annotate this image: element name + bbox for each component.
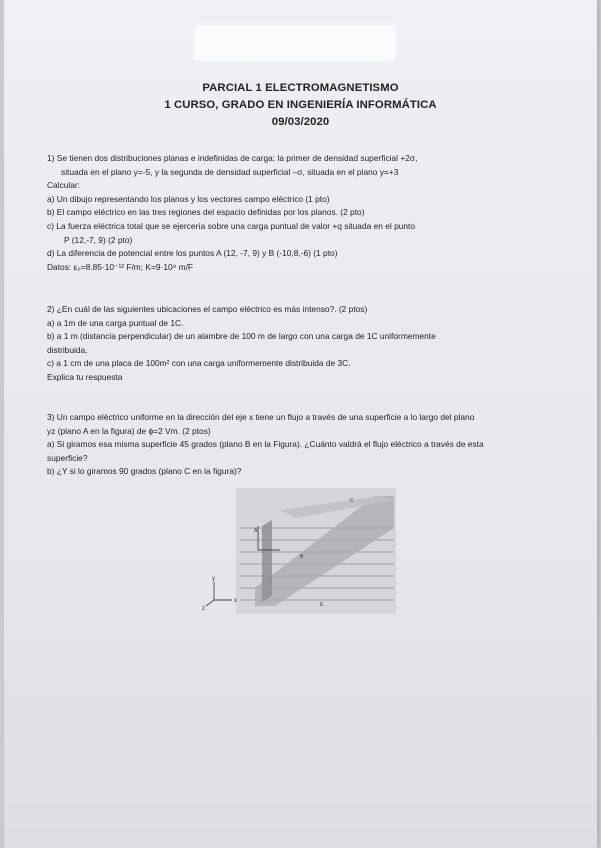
plane-b-label: B: [300, 554, 304, 560]
q3-statement: 3) Un campo eléctrico uniforme en la dirección del eje x tiene un flujo a través de una superficie a lo largo del plano: [47, 412, 475, 422]
q1-part-a: a) Un dibujo representando los planos y los vectores campo eléctrico (1 pto): [47, 193, 330, 204]
q1-statement: 1) Se tienen dos distribuciones planas e indefinidas de carga: la primer de densidad superficial +2σ,: [47, 153, 418, 163]
exam-date: 09/03/2020: [271, 116, 330, 128]
question-3: [47, 411, 559, 479]
q1-datos: Datos: ε₀=8.85·10⁻¹² F/m; K=9·10⁹ m/F: [47, 261, 194, 272]
plane-a-label: A: [254, 528, 258, 534]
q1-calc: Calcular:: [47, 180, 81, 191]
exam-course: 1 CURSO, GRADO EN INGENIERÍA INFORMÁTICA: [164, 99, 437, 111]
q2-explain: Explica tu respuesta: [47, 371, 123, 382]
exam-header: [0, 80, 601, 131]
q1-part-d: d) La diferencia de potencial entre los puntos A (12, -7, 9) y B (-10,8,-6) (1 pto): [47, 248, 338, 259]
question-2: [47, 303, 559, 385]
q2-option-b: b) a 1 m (distancia perpendicular) de un alambre de 100 m de largo con una carga de 1C uniformemente: [47, 331, 436, 342]
plane-c-label: C: [350, 498, 354, 504]
q1-statement-cont: situada en el plano y=-5, y la segunda de densidad superficial –σ, situada en el plano y=+3: [61, 166, 399, 177]
q1-part-b: b) El campo eléctrico en las tres regiones del espacio definidas por los planos. (2 pto): [47, 207, 365, 218]
q3-statement-cont: yz (plano A en la figura) de ϕ=2 Vm. (2 ptos): [47, 425, 211, 436]
q2-statement: 2) ¿En cuál de las siguientes ubicaciones el campo eléctrico es más intenso?. (2 ptos): [47, 304, 368, 314]
q2-option-b-cont: distribuida.: [47, 344, 88, 355]
exam-title: PARCIAL 1 ELECTROMAGNETISMO: [202, 82, 399, 94]
question-1: [47, 152, 559, 274]
flux-planes-figure: [200, 488, 396, 614]
field-e-label: E: [320, 602, 324, 608]
plane-a: [262, 520, 272, 602]
q3-part-b: b) ¿Y si lo giramos 90 grados (plano C en la figura)?: [47, 466, 242, 477]
q3-part-a: a) Si giramos esa misma superficie 45 grados (plano B en la Figura). ¿Cuánto valdrá el flujo eléctrico a través de esta: [47, 439, 484, 450]
q2-option-a: a) a 1m de una carga puntual de 1C.: [47, 317, 184, 328]
q1-part-c: c) La fuerza eléctrica total que se ejercería sobre una carga puntual de valor +q situada en el punto: [47, 220, 416, 231]
axis-z-label: z: [202, 606, 205, 612]
axis-y-label: y: [212, 576, 215, 582]
q1-part-c-cont: P (12,-7, 9) (2 pto): [64, 234, 133, 245]
q3-part-a-cont: superficie?: [47, 452, 88, 463]
q2-option-c: c) a 1 cm de una placa de 100m² con una carga uniformemente distribuida de 3C.: [47, 358, 351, 369]
axis-x-label: x: [234, 598, 237, 604]
redacted-name-area: [195, 26, 395, 60]
